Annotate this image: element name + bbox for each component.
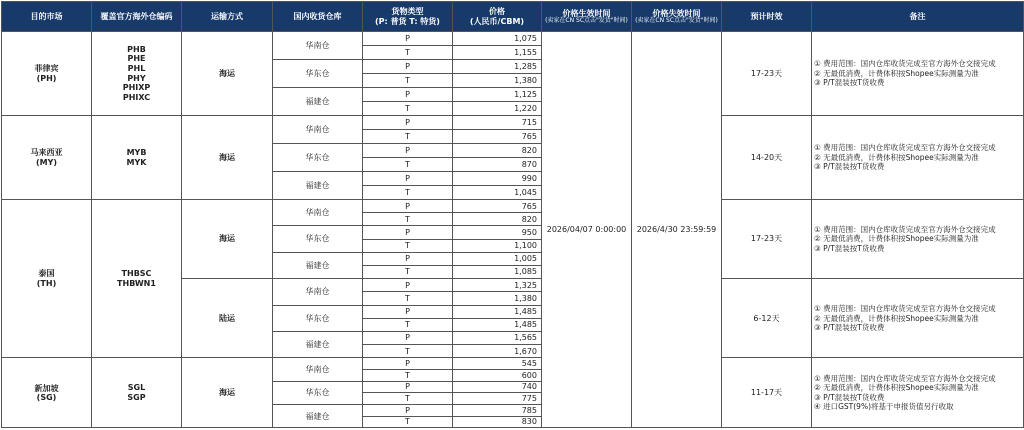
warehouse-code: PHY	[127, 73, 146, 83]
note-line: ② 无最低消费，计费体积按Shopee实际测量为准	[814, 152, 979, 162]
warehouse-code: PHB	[127, 44, 146, 54]
cargo-type: T	[363, 345, 453, 358]
warehouse-name: 华南仓	[273, 200, 363, 226]
price-value: 1,565	[453, 331, 542, 344]
price-value: 820	[453, 213, 542, 226]
cargo-type: P	[363, 116, 453, 130]
cargo-type: P	[363, 331, 453, 344]
price-value: 1,005	[453, 252, 542, 265]
header-market: 目的市场	[2, 2, 92, 32]
note-line: ④ 进口GST(9%)将基于申报货值另行收取	[814, 402, 954, 412]
price-value: 830	[453, 416, 542, 428]
eta: 17-23天	[722, 32, 812, 116]
cargo-type: T	[363, 46, 453, 60]
codes-cell	[92, 32, 182, 116]
expiry-time: 2026/4/30 23:59:59	[632, 32, 722, 428]
eta: 17-23天	[722, 200, 812, 279]
eta: 11-17天	[722, 358, 812, 428]
price-value: 1,045	[453, 186, 542, 200]
cargo-type: T	[363, 318, 453, 331]
note-line: ② 无最低消费，计费体积按Shopee实际测量为准	[814, 234, 979, 244]
warehouse-name: 福建仓	[273, 172, 363, 200]
cargo-type: T	[363, 74, 453, 88]
warehouse-name: 华南仓	[273, 32, 363, 60]
note-line: ② 无最低消费，计费体积按Shopee实际测量为准	[814, 383, 979, 393]
warehouse-name: 福建仓	[273, 88, 363, 116]
price-value: 1,285	[453, 60, 542, 74]
note-line: ③ P/T混装按T货收费	[814, 243, 885, 253]
market-cell	[2, 200, 92, 358]
warehouse-code: SGL	[127, 383, 146, 393]
table-row	[2, 200, 1024, 213]
market-code: (SG)	[36, 392, 57, 402]
market-cell	[2, 116, 92, 200]
effective-time: 2026/04/07 0:00:00	[542, 32, 632, 428]
cargo-type: T	[363, 213, 453, 226]
warehouse-name: 福建仓	[273, 331, 363, 357]
price-value: 1,155	[453, 46, 542, 60]
note-line: ③ P/T混装按T货收费	[814, 78, 885, 88]
notes-cell	[812, 116, 1024, 200]
warehouse-code: PHIXC	[122, 92, 151, 102]
price-value: 1,125	[453, 88, 542, 102]
price-value: 740	[453, 381, 542, 393]
price-value: 785	[453, 405, 542, 417]
header-expiry	[632, 2, 722, 32]
market-code: (TH)	[36, 278, 57, 288]
price-value: 1,085	[453, 265, 542, 278]
cargo-type: T	[363, 416, 453, 428]
warehouse-code: SGP	[127, 392, 146, 402]
notes-cell	[812, 200, 1024, 279]
warehouse-name: 华东仓	[273, 305, 363, 331]
cargo-type: P	[363, 226, 453, 239]
price-value: 820	[453, 144, 542, 158]
price-value: 870	[453, 158, 542, 172]
codes-cell	[92, 116, 182, 200]
header-type-label: 货物类型	[391, 7, 424, 17]
cargo-type: P	[363, 405, 453, 417]
note-line: ③ P/T混装按T货收费	[814, 392, 885, 402]
header-codes: 覆盖官方海外仓编码	[92, 2, 182, 32]
cargo-type: P	[363, 358, 453, 370]
cargo-type: T	[363, 292, 453, 305]
price-value: 1,380	[453, 292, 542, 305]
table-row	[2, 358, 1024, 370]
header-effective	[542, 2, 632, 32]
cargo-type: P	[363, 32, 453, 46]
cargo-type: P	[363, 88, 453, 102]
warehouse-code: MYK	[126, 157, 147, 167]
header-mode: 运输方式	[182, 2, 273, 32]
note-line: ② 无最低消费，计费体积按Shopee实际测量为准	[814, 68, 979, 78]
cargo-type: P	[363, 279, 453, 292]
price-value: 1,325	[453, 279, 542, 292]
cargo-type: T	[363, 130, 453, 144]
warehouse-code: THBWN1	[117, 278, 156, 288]
header-price-sub: (人民币/CBM)	[469, 16, 525, 26]
market-name: 菲律宾	[34, 64, 59, 74]
table-row	[2, 116, 1024, 130]
price-value: 765	[453, 200, 542, 213]
header-effective-sub: (卖家在CN SC点击"发货"时间)	[545, 16, 628, 24]
shipping-mode: 陆运	[182, 279, 273, 358]
header-warehouse: 国内收货仓库	[273, 2, 363, 32]
warehouse-code: MYB	[126, 147, 147, 157]
header-row	[2, 2, 1024, 32]
note-line: ③ P/T混装按T货收费	[814, 162, 885, 172]
warehouse-name: 华南仓	[273, 279, 363, 305]
price-value: 1,075	[453, 32, 542, 46]
header-effective-label: 价格生效时间	[562, 8, 611, 18]
note-line: ① 费用范围：国内仓库收货完成至官方海外仓交接完成	[814, 143, 996, 153]
market-cell	[2, 358, 92, 428]
shipping-mode: 海运	[182, 358, 273, 428]
notes-cell	[812, 279, 1024, 358]
note-line: ① 费用范围：国内仓库收货完成至官方海外仓交接完成	[814, 304, 996, 314]
warehouse-name: 福建仓	[273, 252, 363, 278]
note-line: ① 费用范围：国内仓库收货完成至官方海外仓交接完成	[814, 374, 996, 384]
price-value: 715	[453, 116, 542, 130]
cargo-type: P	[363, 60, 453, 74]
warehouse-code: THBSC	[121, 269, 152, 279]
shipping-mode: 海运	[182, 116, 273, 200]
market-code: (PH)	[36, 73, 57, 83]
warehouse-code: PHE	[127, 54, 146, 64]
eta: 6-12天	[722, 279, 812, 358]
warehouse-code: PHIXP	[122, 83, 151, 93]
header-price	[453, 2, 542, 32]
note-line: ③ P/T混装按T货收费	[814, 322, 885, 332]
cargo-type: T	[363, 186, 453, 200]
market-cell	[2, 32, 92, 116]
price-table	[1, 1, 1024, 428]
table-body	[2, 32, 1024, 428]
market-code: (MY)	[35, 157, 58, 167]
shipping-mode: 海运	[182, 32, 273, 116]
notes-cell	[812, 358, 1024, 428]
header-expiry-sub: (卖家在CN SC点击"发货"时间)	[635, 16, 718, 24]
cargo-type: P	[363, 200, 453, 213]
price-value: 1,220	[453, 102, 542, 116]
cargo-type: P	[363, 252, 453, 265]
warehouse-name: 华东仓	[273, 144, 363, 172]
market-name: 新加坡	[34, 383, 59, 393]
header-price-label: 价格	[489, 7, 505, 17]
codes-cell	[92, 358, 182, 428]
header-type-sub: (P: 普货 T: 特货)	[375, 16, 440, 26]
cargo-type: T	[363, 265, 453, 278]
note-line: ① 费用范围：国内仓库收货完成至官方海外仓交接完成	[814, 59, 996, 69]
price-value: 1,670	[453, 345, 542, 358]
notes-cell	[812, 32, 1024, 116]
price-value: 545	[453, 358, 542, 370]
cargo-type: P	[363, 305, 453, 318]
price-value: 1,485	[453, 318, 542, 331]
warehouse-name: 福建仓	[273, 405, 363, 428]
header-eta: 预计时效	[722, 2, 812, 32]
cargo-type: T	[363, 102, 453, 116]
cargo-type: T	[363, 158, 453, 172]
market-name: 马来西亚	[30, 148, 63, 158]
table-row	[2, 32, 1024, 46]
price-value: 600	[453, 369, 542, 381]
cargo-type: P	[363, 144, 453, 158]
price-value: 1,380	[453, 74, 542, 88]
price-value: 990	[453, 172, 542, 186]
cargo-type: P	[363, 381, 453, 393]
warehouse-name: 华东仓	[273, 226, 363, 252]
header-notes: 备注	[812, 2, 1024, 32]
cargo-type: T	[363, 239, 453, 252]
price-value: 1,100	[453, 239, 542, 252]
header-expiry-label: 价格失效时间	[652, 8, 701, 18]
codes-cell	[92, 200, 182, 358]
note-line: ① 费用范围：国内仓库收货完成至官方海外仓交接完成	[814, 225, 996, 234]
shipping-mode: 海运	[182, 200, 273, 279]
cargo-type: T	[363, 393, 453, 405]
note-line: ② 无最低消费，计费体积按Shopee实际测量为准	[814, 313, 979, 323]
cargo-type: P	[363, 172, 453, 186]
header-type	[363, 2, 453, 32]
cargo-type: T	[363, 369, 453, 381]
eta: 14-20天	[722, 116, 812, 200]
price-value: 1,485	[453, 305, 542, 318]
warehouse-code: PHL	[127, 63, 146, 73]
warehouse-name: 华南仓	[273, 116, 363, 144]
warehouse-name: 华东仓	[273, 381, 363, 404]
warehouse-name: 华南仓	[273, 358, 363, 381]
price-value: 775	[453, 393, 542, 405]
price-value: 765	[453, 130, 542, 144]
market-name: 泰国	[38, 269, 55, 279]
price-value: 950	[453, 226, 542, 239]
warehouse-name: 华东仓	[273, 60, 363, 88]
